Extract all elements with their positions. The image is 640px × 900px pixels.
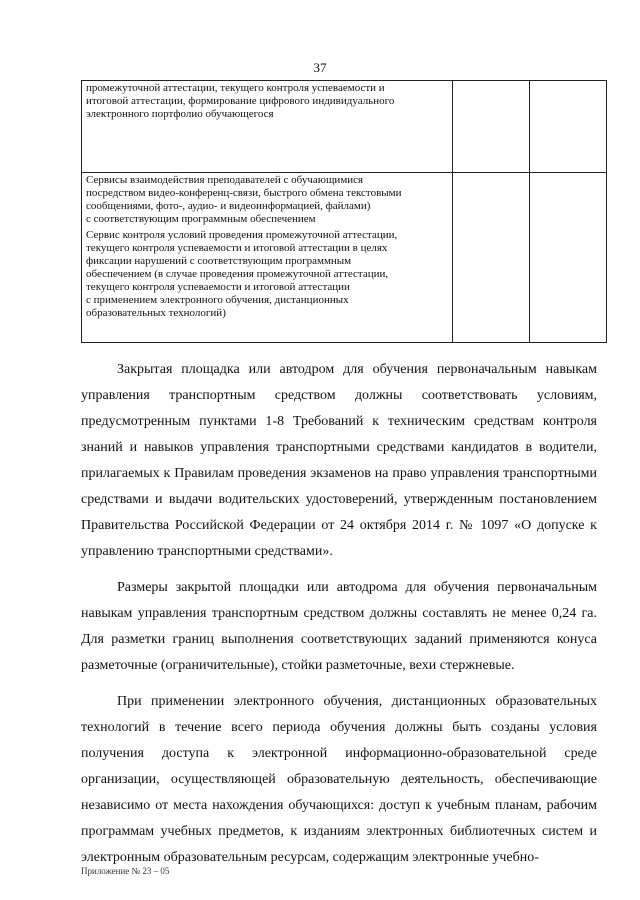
cell-text: промежуточной аттестации, текущего контроля успеваемости и итоговой аттестации, формирование цифрового индивидуального электронного портфолио обучающегося	[86, 82, 395, 120]
table-row	[82, 81, 607, 173]
page-number: 37	[313, 60, 327, 75]
table-cell-description	[82, 81, 453, 173]
table-cell-empty	[453, 173, 530, 343]
paragraph: Размеры закрытой площадки или автодрома для обучения первоначальным навыкам управления транспортным средством должны составлять не менее 0,24 га. Для разметки границ выполнения соответствующих заданий применяются конуса разметочные (ограничительные), стойки разметочные, вехи стержневые.	[81, 580, 597, 673]
paragraph: При применении электронного обучения, дистанционных образовательных технологий в течение всего периода обучения должны быть созданы условия получения доступа к электронной информационно-образовательной среде организации, осуществляющей образовательную деятельность, обеспечивающие независимо от места нахождения обучающихся: доступ к учебным планам, рабочим программам учебных предметов, к изданиям электронных библиотечных систем и электронным образовательным ресурсам, содержащим электронные учебно-	[81, 694, 597, 865]
paragraph: Закрытая площадка или автодром для обучения первоначальным навыкам управления транспортным средством должны соответствовать условиям, предусмотренным пунктами 1-8 Требований к техническим средствам контроля знаний и навыков управления транспортными средствами кандидатов в водители, прилагаемых к Правилам проведения экзаменов на право управления транспортными средствами и выдачи водительских удостоверений, утвержденным постановлением Правительства Российской Федерации от 24 октября 2014 г. № 1097 «О допуске к управлению транспортными средствами».	[81, 362, 597, 559]
table-cell-empty	[453, 81, 530, 173]
equipment-table	[81, 80, 607, 343]
table-cell-empty	[530, 173, 607, 343]
table-cell-empty	[530, 81, 607, 173]
table-row	[82, 173, 607, 343]
cell-text: Сервис контроля условий проведения промежуточной аттестации, текущего контроля успеваемости и итоговой аттестации в целях фиксации нарушений с соответствующим программным обеспечением (в случае проведения промежуточной аттестации, текущего контроля успеваемости и итоговой аттестации с применением электронного обучения, дистанционных образовательных технологий)	[86, 229, 398, 320]
body-text	[81, 357, 597, 881]
table-cell-description	[82, 173, 453, 343]
cell-text: Сервисы взаимодействия преподавателей с обучающимися посредством видео-конференц-связи, быстрого обмена текстовыми сообщениями, фото-, аудио- и видеоинформацией, файлами) с соответствующим программным обеспечением	[86, 174, 402, 226]
footer-note: Приложение № 23 – 05	[81, 866, 170, 876]
